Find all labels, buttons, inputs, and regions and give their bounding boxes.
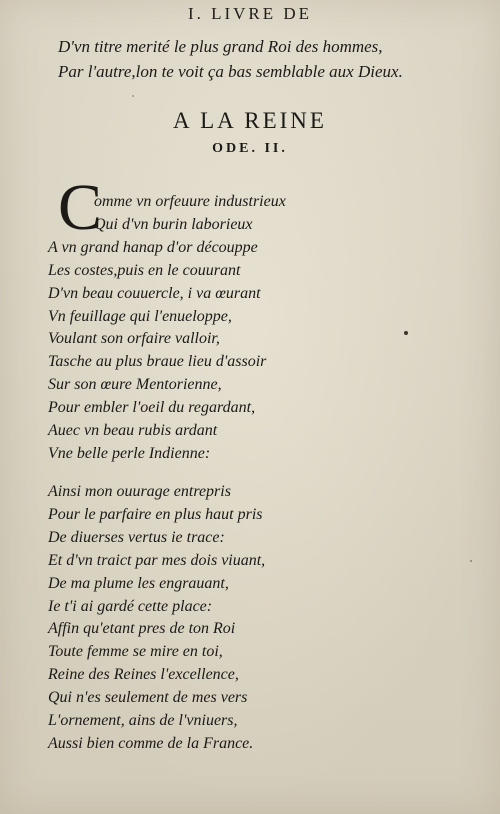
poem-line: Ainsi mon ouurage entrepris [48,483,231,500]
poem-line: Affin qu'etant pres de ton Roi [48,620,236,638]
poem-line: Pour le parfaire en plus haut pris [48,505,263,523]
poem-line: Et d'vn traict par mes dois viuant, [48,551,266,569]
poem-line: Qui n'es seulement de mes vers [48,689,248,707]
paper-speck [404,331,408,335]
ode-title: A LA REINE [173,108,327,133]
dedication-line: Par l'autre,lon te voit ça bas semblable aux Dieux. [58,62,403,81]
poem-line: Voulant son orfaire valloir, [48,330,220,348]
poem-line: Toute femme se mire en toi, [48,643,223,661]
poem-line: Vn feuillage qui l'enueloppe, [48,307,232,325]
dedication-verse [58,34,478,84]
poem-line: Les costes,puis en le couurant [48,261,241,279]
dedication-line: D'vn titre merité le plus grand Roi des hommes, [58,37,383,56]
poem-line: A vn grand hanap d'or découppe [48,238,258,256]
poem-line: Pour embler l'oeil du regardant, [48,399,256,417]
stanza-1 [48,191,448,466]
poem-line: omme vn orfeuure industrieux [94,193,286,210]
poem-line: D'vn beau couuercle, i va œurant [48,284,261,302]
poem-line: Reine des Reines l'excellence, [48,666,239,684]
poem-line: Sur son œure Mentorienne, [48,376,222,394]
poem-line: De ma plume les engrauant, [48,574,229,592]
poem-line: Qui d'vn burin laborieux [94,215,253,233]
poem-line: Auec vn beau rubis ardant [48,422,218,440]
paper-speck [132,95,134,97]
paper-speck [470,560,472,562]
poem-line: De diuerses vertus ie trace: [48,528,225,546]
stanza-2 [48,481,448,756]
poem-line: Tasche au plus braue lieu d'assoir [48,353,267,371]
poem-line: Ie t'i ai gardé cette place: [48,597,213,615]
running-header: I. LIVRE DE [187,4,313,23]
drop-cap: C [58,171,103,244]
poem-line: Aussi bien comme de la France. [48,734,254,752]
poem-line: L'ornement, ains de l'vniuers, [48,712,238,730]
ode-number: ODE. II. [212,141,288,156]
poem-line: Vne belle perle Indienne: [48,444,211,462]
